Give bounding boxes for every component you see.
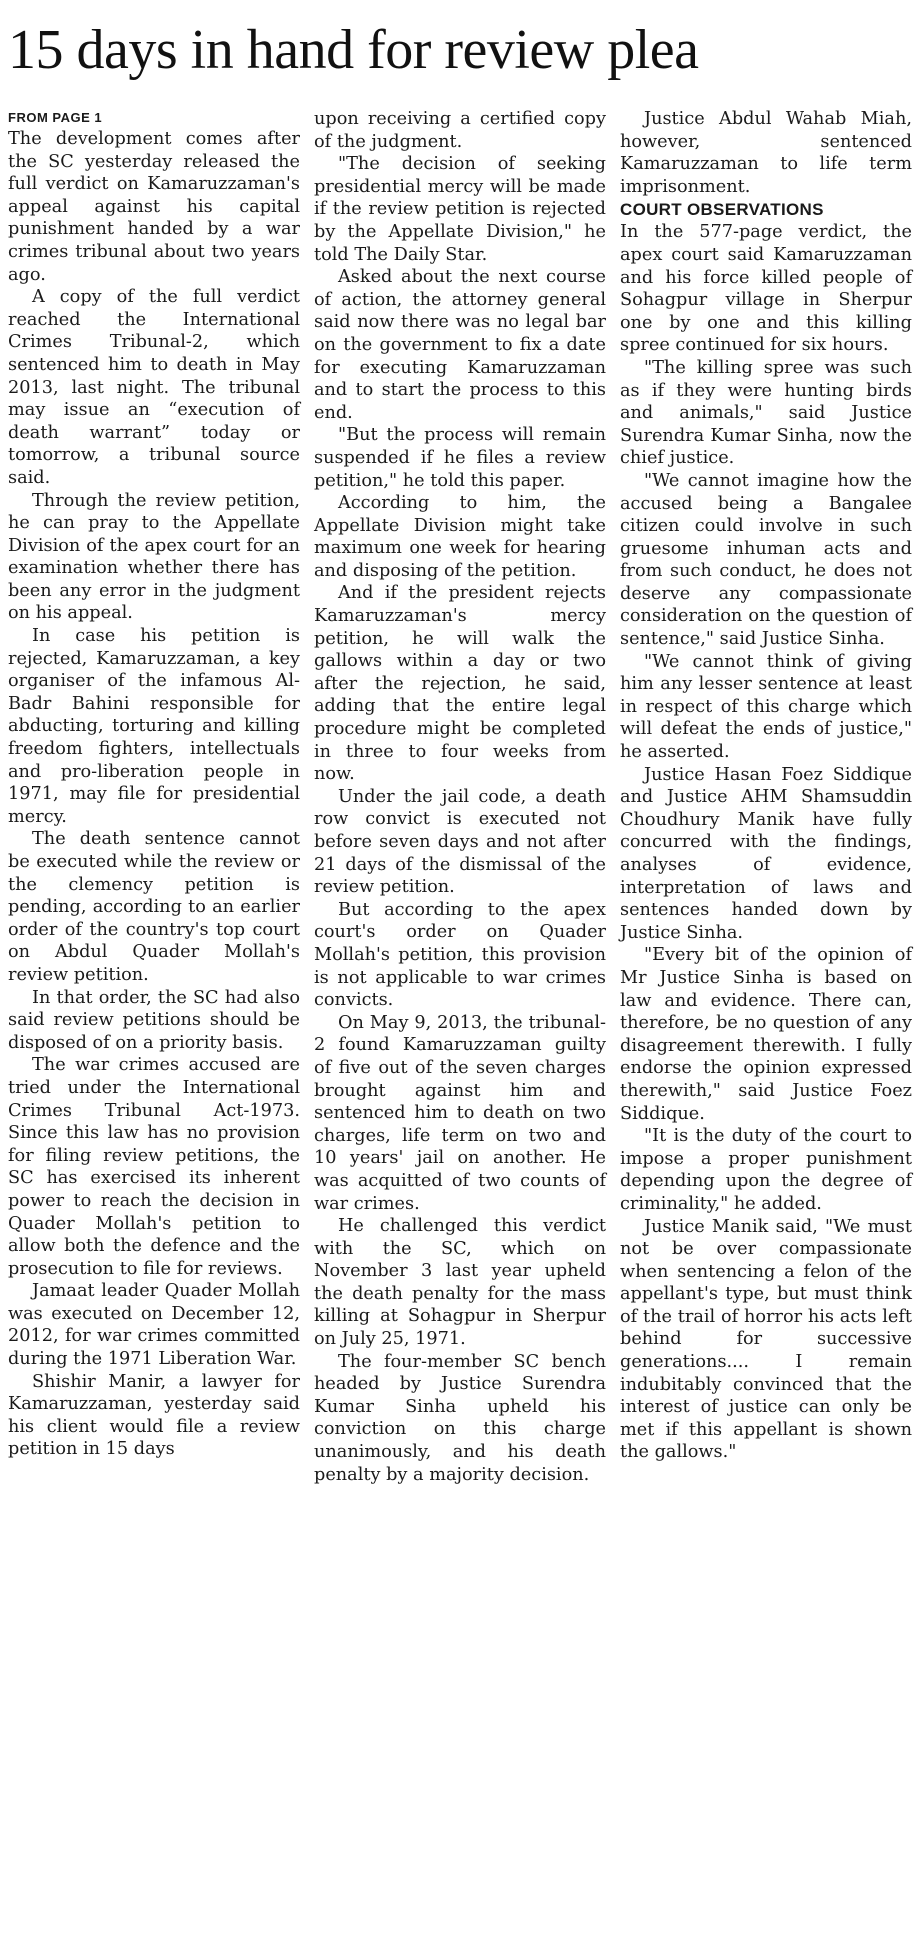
paragraph: "The decision of seeking presidential mercy will be made if the review petition is rejected by the Appellate Division," he told The Daily Star. — [314, 154, 606, 265]
article-body — [8, 108, 912, 1486]
paragraph: Shishir Manir, a lawyer for Kamaruzzaman, yesterday said his client would file a review petition in 15 days — [8, 1371, 300, 1460]
paragraph: In the 577-page verdict, the apex court said Kamaruzzaman and his force killed people of Sohagpur village in Sherpur one by one and this killing spree continued for six hours. — [620, 222, 912, 356]
paragraph: Justice Abdul Wahab Miah, however, sentenced Kamaruzzaman to life term imprisonment. — [620, 109, 912, 197]
paragraph: According to him, the Appellate Division might take maximum one week for hearing and disposing of the petition. — [314, 493, 606, 581]
paragraph: Justice Manik said, "We must not be over compassionate when sentencing a felon of the appellant's type, but must think of the trail of horror his acts left behind for successive generations.... I remain indubitably convinced that the interest of justice can only be met if this appellant is shown the gallows." — [620, 1216, 912, 1463]
paragraph: The death sentence cannot be executed while the review or the clemency petition is pending, according to an earlier order of the country's top court on Abdul Quader Mollah's review petition. — [8, 829, 300, 985]
paragraph: Justice Hasan Foez Siddique and Justice AHM Shamsuddin Choudhury Manik have fully concurred with the findings, analyses of evidence, interpretation of laws and sentences handed down by Justice Sinha. — [620, 764, 912, 943]
dateline: FROM PAGE 1 — [8, 110, 103, 125]
paragraph: In that order, the SC had also said review petitions should be disposed of on a priority basis. — [8, 987, 300, 1053]
column-2 — [314, 108, 606, 1486]
paragraph: The war crimes accused are tried under the International Crimes Tribunal Act-1973. Since this law has no provision for filing review petitions, the SC has exercised its inherent power to reach the decision in Quader Mollah's petition to allow both the defence and the prosecution to file for reviews. — [8, 1055, 300, 1279]
paragraph: "We cannot think of giving him any lesser sentence at least in respect of this charge which will defeat the ends of justice," he asserted. — [620, 651, 912, 763]
paragraph: "We cannot imagine how the accused being a Bangalee citizen could involve in such gruesome inhuman acts and from such conduct, he does not deserve any compassionate consideration on the question of sentence," said Justice Sinha. — [620, 470, 912, 650]
paragraph: Asked about the next course of action, the attorney general said now there was no legal bar on the government to fix a date for executing Kamaruzzaman and to start the process to this end. — [314, 267, 606, 423]
column-1 — [8, 108, 300, 1486]
paragraph: Jamaat leader Quader Mollah was executed on December 12, 2012, for war crimes committed during the 1971 Liberation War. — [8, 1281, 300, 1370]
paragraph: "Every bit of the opinion of Mr Justice Sinha is based on law and evidence. There can, therefore, be no question of any disagreement therewith. I fully endorse the opinion expressed therewith," said Justice Foez Siddique. — [620, 945, 912, 1124]
paragraph: He challenged this verdict with the SC, which on November 3 last year upheld the death penalty for the mass killing at Sohagpur in Sherpur on July 25, 1971. — [314, 1216, 606, 1350]
paragraph: Through the review petition, he can pray to the Appellate Division of the apex court for an examination whether there has been any error in the judgment on his appeal. — [8, 490, 300, 624]
paragraph: "But the process will remain suspended if he files a review petition," he told this paper. — [314, 425, 606, 491]
paragraph: A copy of the full verdict reached the International Crimes Tribunal-2, which sentenced him to death in May 2013, last night. The tribunal may issue an “execution of death warrant” today or tomorrow, a tribunal source said. — [8, 287, 300, 488]
paragraph: Under the jail code, a death row convict is executed not before seven days and not after 21 days of the dismissal of the review petition. — [314, 786, 606, 898]
headline: 15 days in hand for review plea — [8, 19, 699, 81]
paragraph-continued: upon receiving a certified copy of the judgment. — [314, 109, 606, 152]
paragraph: But according to the apex court's order on Quader Mollah's petition, this provision is not applicable to war crimes convicts. — [314, 899, 606, 1011]
paragraph: In case his petition is rejected, Kamaruzzaman, a key organiser of the infamous Al-Badr Bahini responsible for abducting, torturing and killing freedom fighters, intellectuals and pro-liberation people in 1971, may file for presidential mercy. — [8, 626, 300, 827]
subhead: COURT OBSERVATIONS — [620, 200, 824, 220]
paragraph: And if the president rejects Kamaruzzaman's mercy petition, he will walk the gallows within a day or two after the rejection, he said, adding that the entire legal procedure might be completed in three to four weeks from now. — [314, 583, 606, 785]
paragraph: "It is the duty of the court to impose a proper punishment depending upon the degree of criminality," he added. — [620, 1126, 912, 1214]
paragraph: The development comes after the SC yesterday released the full verdict on Kamaruzzaman's appeal against his capital punishment handed by a war crimes tribunal about two years ago. — [8, 129, 300, 285]
paragraph: "The killing spree was such as if they were hunting birds and animals," said Justice Surendra Kumar Sinha, now the chief justice. — [620, 357, 912, 469]
column-3 — [620, 108, 912, 1486]
paragraph: The four-member SC bench headed by Justice Surendra Kumar Sinha upheld his conviction on this charge unanimously, and his death penalty by a majority decision. — [314, 1351, 606, 1485]
paragraph: On May 9, 2013, the tribunal-2 found Kamaruzzaman guilty of five out of the seven charges brought against him and sentenced him to death on two charges, life term on two and 10 years' jail on another. He was acquitted of two counts of war crimes. — [314, 1012, 606, 1214]
